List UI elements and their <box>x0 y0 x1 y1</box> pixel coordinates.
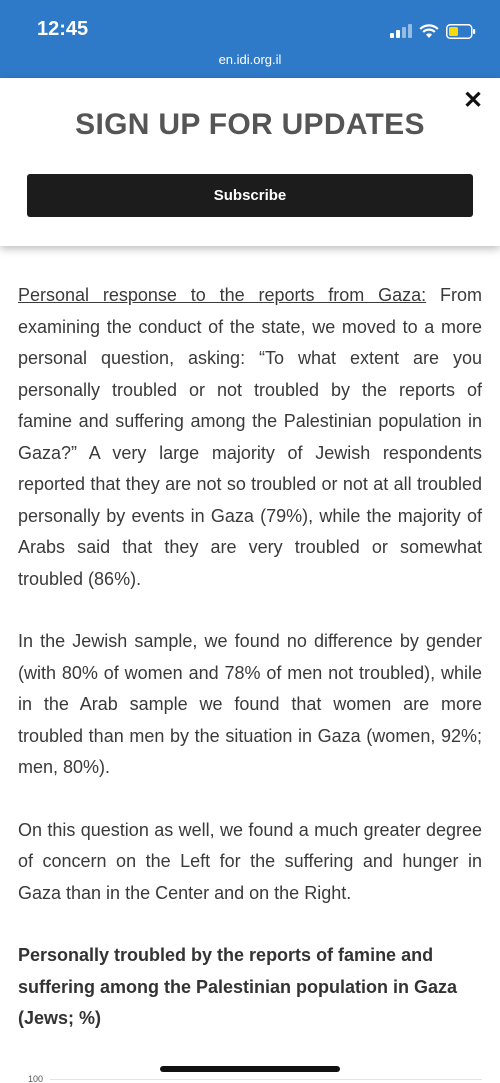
signal-icon <box>390 24 412 38</box>
url-text[interactable]: en.idi.org.il <box>218 52 282 67</box>
close-icon[interactable]: ✕ <box>462 87 484 114</box>
subscribe-button[interactable]: Subscribe <box>27 174 473 217</box>
status-bar <box>0 0 500 78</box>
article-paragraph <box>18 280 482 595</box>
chart-gridline <box>50 1079 482 1080</box>
status-time: 12:45 <box>37 18 89 40</box>
article-body <box>18 280 482 1035</box>
paragraph-text: From examining the conduct of the state, we moved to a more personal question, asking: “To what extent are you personally troubled or not troubled by the reports of famine and suffering among the Palestinian population in Gaza?” A very large majority of Jewish respondents reported that they are not so troubled or not at all troubled personally by events in Gaza (79%), while the majority of Arabs said that they are very troubled or somewhat troubled (86%). <box>18 285 482 589</box>
article-paragraph: On this question as well, we found a much greater degree of concern on the Left for the suffering and hunger in Gaza than in the Center and on the Right. <box>18 819 482 903</box>
article-paragraph: In the Jewish sample, we found no difference by gender (with 80% of women and 78% of men not troubled), while in the Arab sample we found that women are more troubled than men by the situation in Gaza (women, 92%; men, 80%). <box>18 631 482 777</box>
home-indicator[interactable] <box>160 1066 340 1072</box>
chart-heading: Personally troubled by the reports of famine and suffering among the Palestinian population in Gaza (Jews; %) <box>18 945 458 1028</box>
wifi-icon <box>419 24 439 39</box>
chart-tick-label: 100 <box>28 1074 44 1083</box>
popup-title: SIGN UP FOR UPDATES <box>75 108 425 141</box>
paragraph-lead-link[interactable]: Personal response to the reports from Gaza: <box>18 285 427 305</box>
signup-popup <box>0 78 500 246</box>
status-icons <box>390 18 476 44</box>
battery-icon <box>446 24 476 39</box>
